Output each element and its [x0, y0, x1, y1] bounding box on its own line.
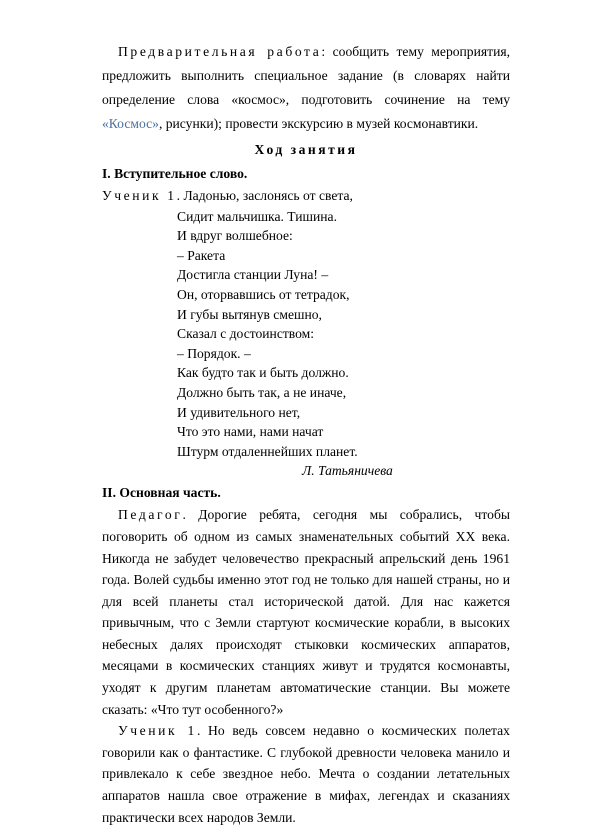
- document-page: [102, 40, 510, 828]
- poem-line: И губы вытянув смешно,: [177, 306, 322, 322]
- poem-line: Должно быть так, а не иначе,: [177, 384, 347, 400]
- student-paragraph: Ученик 1. Но ведь совсем недавно о космических полетах говорили как о фантастике. С глубокой древности человека манило и привлекало к себе звездное небо. Мечта о создании летательных аппаратов нашла свое отражение в мифах, легендах и сказаниях практически всех народов Земли.: [102, 723, 510, 825]
- poem-line: – Порядок. –: [177, 345, 251, 361]
- poem-line: Он, оторвавшись от тетрадок,: [177, 286, 350, 302]
- poem-line: И удивительного нет,: [177, 404, 301, 420]
- speaker-label: Педагог: [118, 507, 183, 523]
- section-1-title: I. Вступительное слово.: [102, 166, 248, 181]
- preliminary-work-paragraph: Предварительная работа: сообщить тему мероприятия, предложить выполнить специальное задание (в словарях найти определение слова «космос», подготовить сочинение на тему «Космос», рисунки); провести экскурсию в музей космонавтики.: [102, 44, 511, 131]
- poem-line: Сказал с достоинством:: [177, 326, 315, 342]
- poem-line: Достигла станции Луна! –: [177, 267, 329, 283]
- poem-line: И вдруг волшебное:: [177, 228, 293, 244]
- section-2-title: II. Основная часть.: [102, 485, 221, 501]
- poem-author: Л. Татьяничева: [302, 463, 393, 479]
- poem-intro-line: Ученик 1. Ладонью, заслонясь от света,: [102, 188, 353, 203]
- poem-line: – Ракета: [177, 247, 226, 263]
- poem: [177, 207, 510, 462]
- lesson-heading: Ход занятия: [254, 142, 358, 157]
- poem-line: Штурм отдаленнейших планет.: [177, 443, 358, 459]
- poem-line: Сидит мальчишка. Тишина.: [177, 208, 337, 224]
- kosmos-highlight: «Космос»: [102, 116, 159, 131]
- preliminary-work-label: Предварительная работа: [118, 44, 322, 59]
- speaker-label: Ученик 1: [118, 723, 197, 739]
- teacher-paragraph: Педагог. Дорогие ребята, сегодня мы собрались, чтобы поговорить об одном из самых знаменательных событий XX века. Никогда не забудет человечество прекрасный апрельский день 1961 года. Волей судьбы именно этот год не только для нашей страны, но и для всей планеты стал исторической датой. Для нас кажется привычным, что с Земли стартуют космические корабли, в высоких небесных далях происходят стыковки космических аппаратов, месяцами в космических станциях живут и трудятся космонавты, уходят к другим планетам автоматические станции. Вы можете сказать: «Что тут особенного?»: [102, 507, 510, 717]
- poem-line: Как будто так и быть должно.: [177, 365, 349, 381]
- poem-line: Что это нами, нами начат: [177, 424, 324, 440]
